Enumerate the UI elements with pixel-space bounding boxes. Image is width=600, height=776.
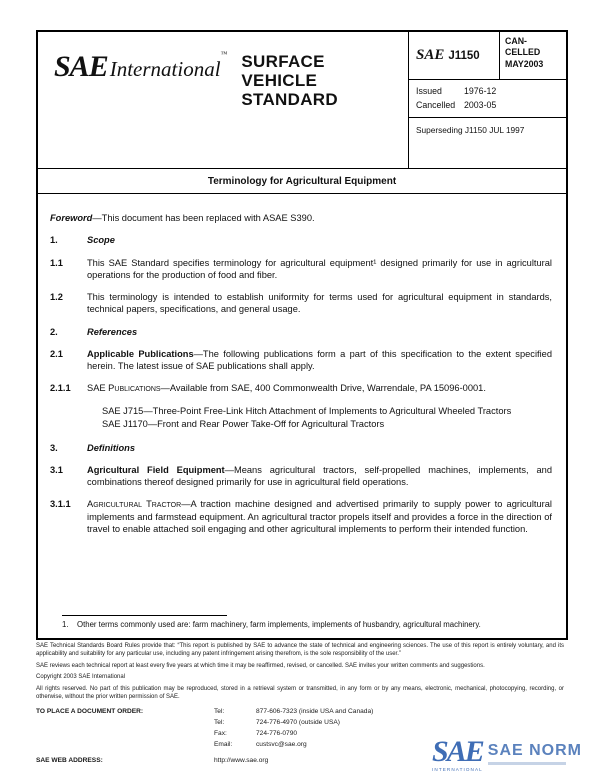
sae-norm-logo-glyph-block [432,734,483,773]
web-address-value: http://www.sae.org [214,756,269,764]
sae-logo-glyph: SAE [432,734,483,768]
section-text: Agricultural Tractor—A traction machine designed and advertised primarily to supply power to agricultural implements and farmstead equipment. An agricultural tractor propels itself and provides a force in the direction of travel to enable attached soil engaging and other agricultural implements to perform their intended function. [87,499,552,534]
email-label: Email: [214,740,233,748]
section-number: 2.1.1 [50,383,71,394]
doc-number: J1150 [448,49,480,62]
sae-norm-wordmark: SAE NORM [487,741,582,759]
document-header [38,32,566,169]
section-number: 3. [50,442,58,453]
tel-label: Tel: [214,708,225,715]
superseding-note: Superseding J1150 JUL 1997 [416,125,525,136]
section-text: This terminology is intended to establish uniformity for terms used for agricultural equipment in standards, technical papers, specifications, and general usage. [87,292,552,315]
section-3-definitions [50,442,552,454]
status-line: MAY2003 [505,58,544,69]
trademark-symbol: ™ [220,50,228,58]
doc-type-line: SURFACE [241,52,325,71]
status-line: CAN- [505,36,527,46]
document-title: Terminology for Agricultural Equipment [207,175,397,187]
legal-fine-print [36,643,564,706]
reference-list [102,405,552,432]
tel-label: Tel: [214,718,225,726]
issued-date-row [416,85,566,99]
doc-type-line: STANDARD [241,90,338,110]
cancelled-date-row [416,99,566,113]
section-2-1 [50,348,552,373]
fax-value: 724-776-0790 [256,729,298,737]
section-number: 1.2 [50,292,63,303]
header-right-panel [408,32,566,168]
legal-board-rules: SAE Technical Standards Board Rules provide that: “This report is published by SAE to advance the state of technical and engineering sciences. The use of this report is entirely voluntary, and its applicability and suitability for any particular use, including any patent infringement arising therefrom, is the sole responsibility of the user.” [36,643,564,657]
issued-label: Issued [416,86,442,96]
title-bar [38,169,566,194]
cancelled-value: 2003-05 [464,99,497,110]
section-1-scope [50,234,552,246]
section-1-1 [50,257,552,282]
section-text: This SAE Standard specifies terminology for agricultural equipment¹ designed primarily for use in agricultural operations for the production of food and fiber. [87,257,552,280]
section-lead: Agricultural Tractor [87,499,182,510]
sae-international-subtext: INTERNATIONAL [432,767,483,772]
rights-statement: All rights reserved. No part of this publication may be reproduced, stored in a retrieval system or transmitted, in any form or by any means, electronic, mechanical, photocopying, recording, or otherwise, without the prior written permission of SAE. [36,686,564,700]
copyright-line: Copyright 2003 SAE International [36,674,126,681]
footnote-text: Other terms commonly used are: farm machinery, farm implements, implements of husbandry, agricultural machinery. [77,619,481,629]
section-lead: Applicable Publications [87,348,194,359]
section-number: 2.1 [50,348,63,359]
sae-norm-wordmark-block [488,738,582,765]
document-type-title [241,50,338,168]
section-3-1 [50,464,552,489]
foreword-lead: Foreword [50,213,93,223]
web-address-label: SAE WEB ADDRESS: [36,756,103,764]
reference-item: SAE J715—Three-Point Free-Link Hitch Attachment of Implements to Agricultural Wheeled Tractors [102,405,512,416]
section-1-2 [50,291,552,316]
doc-number-cell [409,32,500,79]
section-3-1-1 [50,498,552,535]
tel-value: 877-606-7323 (inside USA and Canada) [256,708,374,715]
section-2-references [50,326,552,338]
section-lead: SAE Publications [87,383,161,394]
email-value: custsvc@sae.org [256,740,307,748]
document-body [38,194,566,638]
section-number: 3.1 [50,464,63,475]
section-heading: Definitions [87,442,136,453]
foreword-text: Foreword—This document has been replaced with ASAE S390. [50,213,315,223]
order-label: TO PLACE A DOCUMENT ORDER: [36,708,144,715]
section-number: 1.1 [50,257,63,268]
footnote-area [50,615,552,638]
footnote-rule [62,615,227,616]
cancelled-label: Cancelled [416,99,456,110]
section-lead: Agricultural Field Equipment [87,464,225,475]
legal-review-note: SAE reviews each technical report at least every five years at which time it may be reaffirmed, revised, or cancelled. SAE invites your written comments and suggestions. [36,662,485,669]
status-badge [500,32,566,79]
reference-item: SAE J1170—Front and Rear Power Take-Off for Agricultural Tractors [102,419,385,430]
standard-document-frame [36,30,568,640]
doc-type-line: VEHICLE [241,71,318,91]
section-2-1-1 [50,382,552,394]
tel-value: 724-776-4970 (outside USA) [256,718,340,726]
section-number: 2. [50,326,58,337]
footnote [62,620,540,630]
section-text: Applicable Publications—The following publications form a part of this specification to the extent specified herein. The latest issue of SAE publications shall apply. [87,348,553,372]
issued-value: 1976-12 [464,86,497,96]
foreword-paragraph [50,212,552,224]
logo-sae-glyph: SAE [54,50,108,83]
sae-international-logo [54,50,227,168]
section-heading: References [87,326,138,337]
status-line: CELLED [505,47,541,58]
dates-cell [409,80,566,118]
logo-international-text: International [109,57,221,81]
header-left [38,32,408,168]
section-text: Agricultural Field Equipment—Means agricultural tractors, self-propelled machines, implements, and combinations thereof designed primarily for use in agricultural field operations. [87,464,552,488]
section-text: SAE Publications—Available from SAE, 400 Commonwealth Drive, Warrendale, PA 15096-0001. [87,383,486,394]
doc-number-row [409,32,566,80]
section-number: 3.1.1 [50,499,71,510]
section-number: 1. [50,235,58,246]
fax-label: Fax: [214,729,227,737]
sae-norm-logo [432,734,582,773]
sae-norm-accent-bar [488,762,566,765]
sae-mini-logo: SAE [416,47,445,63]
section-heading: Scope [87,235,115,246]
document-order-block [36,707,456,766]
footnote-marker: 1. [62,619,69,629]
